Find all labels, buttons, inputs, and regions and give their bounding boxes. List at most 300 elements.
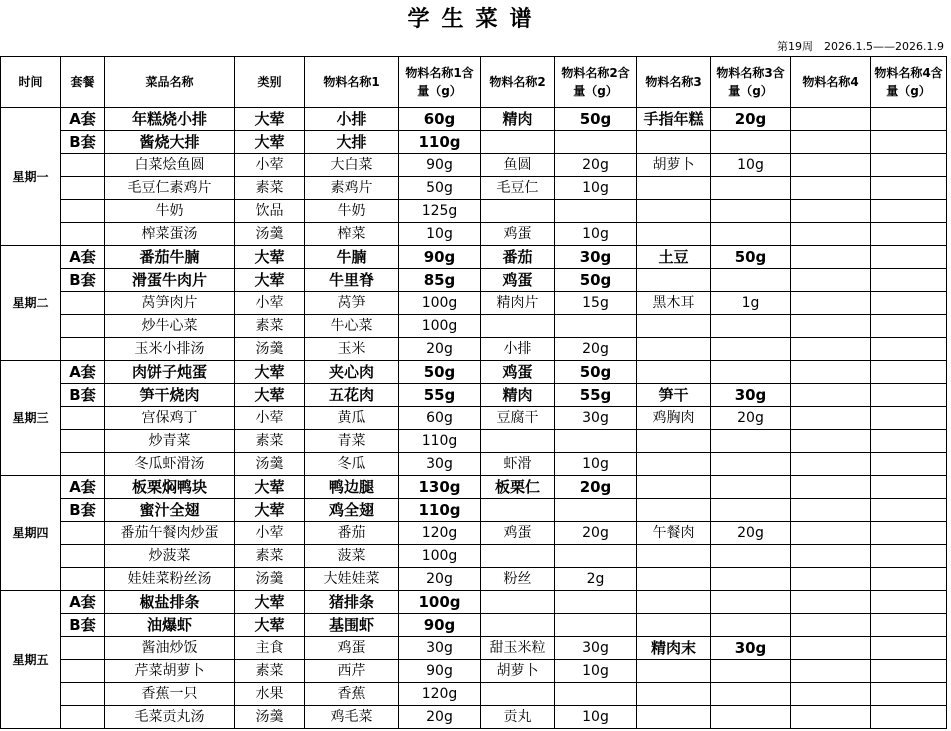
table-cell (791, 430, 871, 453)
table-cell (637, 660, 711, 683)
week-range: 第19周 2026.1.5——2026.1.9 (777, 40, 944, 53)
table-cell: 110g (399, 430, 481, 453)
table-cell (637, 131, 711, 154)
table-cell: B套 (61, 269, 105, 292)
table-cell (791, 384, 871, 407)
table-cell (791, 246, 871, 269)
table-cell (637, 177, 711, 200)
table-cell (871, 246, 947, 269)
table-cell: 20g (711, 407, 791, 430)
table-cell: 蜜汁全翅 (105, 499, 235, 522)
table-cell: 炒菠菜 (105, 545, 235, 568)
column-header: 物料名称1含量（g） (399, 57, 481, 108)
table-cell (711, 200, 791, 223)
table-cell: 黑木耳 (637, 292, 711, 315)
table-cell: 番茄 (481, 246, 555, 269)
table-cell: 大荤 (235, 361, 305, 384)
table-cell (791, 522, 871, 545)
table-cell: 2g (555, 568, 637, 591)
table-cell (637, 269, 711, 292)
table-cell: 甜玉米粒 (481, 637, 555, 660)
table-cell (791, 315, 871, 338)
table-cell: 鱼圆 (481, 154, 555, 177)
table-cell (555, 499, 637, 522)
table-cell (481, 499, 555, 522)
table-cell: 精肉 (481, 108, 555, 131)
table-cell: 30g (555, 407, 637, 430)
table-row (1, 453, 947, 476)
table-cell: 90g (399, 614, 481, 637)
table-row (1, 361, 947, 384)
table-cell (871, 591, 947, 614)
table-cell: 大荤 (235, 131, 305, 154)
table-cell: 牛腩 (305, 246, 399, 269)
table-cell (637, 315, 711, 338)
table-cell: 板栗焖鸭块 (105, 476, 235, 499)
table-row (1, 177, 947, 200)
table-cell (711, 131, 791, 154)
table-cell: 100g (399, 315, 481, 338)
table-cell (555, 545, 637, 568)
table-cell: 虾滑 (481, 453, 555, 476)
table-cell: 小排 (305, 108, 399, 131)
table-cell: 榨菜蛋汤 (105, 223, 235, 246)
table-cell: 汤羹 (235, 338, 305, 361)
table-cell: 50g (399, 361, 481, 384)
table-cell: 鸡胸肉 (637, 407, 711, 430)
table-cell: 55g (555, 384, 637, 407)
table-cell (711, 453, 791, 476)
table-cell (637, 338, 711, 361)
table-cell: 30g (399, 453, 481, 476)
table-cell: 贡丸 (481, 706, 555, 729)
table-cell (871, 407, 947, 430)
column-header: 菜品名称 (105, 57, 235, 108)
table-cell: 午餐肉 (637, 522, 711, 545)
table-row (1, 407, 947, 430)
table-cell: 小荤 (235, 522, 305, 545)
table-cell: 肉饼子炖蛋 (105, 361, 235, 384)
table-cell (637, 200, 711, 223)
table-cell: 莴笋肉片 (105, 292, 235, 315)
table-cell: 大排 (305, 131, 399, 154)
table-cell: 汤羹 (235, 223, 305, 246)
table-cell (711, 706, 791, 729)
table-row (1, 200, 947, 223)
header-row (1, 57, 947, 108)
table-cell: 30g (555, 637, 637, 660)
table-cell (481, 614, 555, 637)
table-cell: 大荤 (235, 614, 305, 637)
table-cell: 大荤 (235, 591, 305, 614)
table-row (1, 269, 947, 292)
table-cell (711, 430, 791, 453)
table-cell (871, 338, 947, 361)
table-cell (481, 200, 555, 223)
table-cell: 酱烧大排 (105, 131, 235, 154)
table-cell: 芹菜胡萝卜 (105, 660, 235, 683)
table-cell: B套 (61, 614, 105, 637)
table-cell: 10g (711, 154, 791, 177)
table-cell: 55g (399, 384, 481, 407)
table-cell (61, 223, 105, 246)
table-cell: 10g (555, 706, 637, 729)
table-cell: 莴笋 (305, 292, 399, 315)
table-cell (637, 361, 711, 384)
table-cell: 1g (711, 292, 791, 315)
table-cell (637, 499, 711, 522)
table-cell: 香蕉一只 (105, 683, 235, 706)
table-cell (711, 499, 791, 522)
table-cell (871, 660, 947, 683)
day-label: 星期五 (1, 591, 61, 729)
table-cell (61, 407, 105, 430)
table-cell (637, 591, 711, 614)
table-cell (871, 545, 947, 568)
table-cell (791, 177, 871, 200)
table-cell: 素菜 (235, 177, 305, 200)
table-cell (637, 476, 711, 499)
table-cell: 100g (399, 545, 481, 568)
table-cell: 30g (555, 246, 637, 269)
table-cell: 30g (711, 384, 791, 407)
table-cell: 小荤 (235, 154, 305, 177)
menu-table (0, 56, 947, 729)
table-cell: 50g (555, 269, 637, 292)
day-label: 星期二 (1, 246, 61, 361)
table-cell: 手指年糕 (637, 108, 711, 131)
table-cell (61, 315, 105, 338)
table-cell: 20g (399, 568, 481, 591)
table-cell: 30g (399, 637, 481, 660)
table-cell: 50g (555, 108, 637, 131)
table-cell: 板栗仁 (481, 476, 555, 499)
table-cell (555, 591, 637, 614)
table-cell (61, 568, 105, 591)
table-cell (871, 384, 947, 407)
table-cell: 西芹 (305, 660, 399, 683)
table-cell (871, 568, 947, 591)
table-cell: 胡萝卜 (637, 154, 711, 177)
table-cell: 毛豆仁 (481, 177, 555, 200)
table-cell (791, 453, 871, 476)
table-row (1, 292, 947, 315)
table-cell (871, 522, 947, 545)
table-row (1, 430, 947, 453)
table-cell (637, 706, 711, 729)
table-cell: 大白菜 (305, 154, 399, 177)
table-cell: 汤羹 (235, 453, 305, 476)
table-cell: 大荤 (235, 246, 305, 269)
table-cell: 豆腐干 (481, 407, 555, 430)
table-cell (791, 614, 871, 637)
day-label: 星期三 (1, 361, 61, 476)
table-row (1, 568, 947, 591)
table-cell (637, 683, 711, 706)
table-cell: 20g (711, 522, 791, 545)
table-cell: A套 (61, 361, 105, 384)
day-label: 星期一 (1, 108, 61, 246)
table-cell: 冬瓜虾滑汤 (105, 453, 235, 476)
table-cell: 菠菜 (305, 545, 399, 568)
table-cell: 30g (711, 637, 791, 660)
table-row (1, 499, 947, 522)
table-cell (711, 568, 791, 591)
table-cell (791, 269, 871, 292)
table-row (1, 246, 947, 269)
table-cell (791, 292, 871, 315)
table-cell (637, 545, 711, 568)
table-cell: 10g (555, 660, 637, 683)
table-row (1, 545, 947, 568)
table-cell: 酱油炒饭 (105, 637, 235, 660)
table-cell: 鸡全翅 (305, 499, 399, 522)
table-cell: 基围虾 (305, 614, 399, 637)
table-cell: A套 (61, 246, 105, 269)
table-cell (791, 545, 871, 568)
table-cell: 60g (399, 407, 481, 430)
table-cell: 10g (555, 223, 637, 246)
table-cell (791, 200, 871, 223)
table-cell (61, 545, 105, 568)
table-cell (637, 568, 711, 591)
table-cell: 50g (399, 177, 481, 200)
table-cell: 鸡蛋 (481, 223, 555, 246)
table-cell (791, 591, 871, 614)
table-cell (871, 683, 947, 706)
table-cell: 汤羹 (235, 706, 305, 729)
table-cell: 夹心肉 (305, 361, 399, 384)
table-cell: 素菜 (235, 660, 305, 683)
table-cell (555, 430, 637, 453)
table-cell (637, 223, 711, 246)
table-cell: 大荤 (235, 499, 305, 522)
table-cell: 大娃娃菜 (305, 568, 399, 591)
table-cell (791, 660, 871, 683)
table-cell (871, 706, 947, 729)
table-cell: 娃娃菜粉丝汤 (105, 568, 235, 591)
table-row (1, 522, 947, 545)
table-cell: 10g (399, 223, 481, 246)
table-cell: 牛奶 (305, 200, 399, 223)
table-row (1, 683, 947, 706)
table-cell: 鸡蛋 (481, 522, 555, 545)
table-cell: 110g (399, 131, 481, 154)
table-cell: 主食 (235, 637, 305, 660)
table-cell: 毛菜贡丸汤 (105, 706, 235, 729)
table-cell: 90g (399, 154, 481, 177)
table-cell (555, 315, 637, 338)
table-cell (791, 499, 871, 522)
table-cell (61, 660, 105, 683)
table-cell: 精肉片 (481, 292, 555, 315)
table-cell: A套 (61, 476, 105, 499)
table-cell: 120g (399, 522, 481, 545)
column-header: 类别 (235, 57, 305, 108)
table-cell: 鸡蛋 (305, 637, 399, 660)
table-cell: 50g (555, 361, 637, 384)
table-cell: 猪排条 (305, 591, 399, 614)
table-cell: 130g (399, 476, 481, 499)
table-cell (481, 545, 555, 568)
table-cell (481, 683, 555, 706)
table-cell: 60g (399, 108, 481, 131)
table-cell (791, 338, 871, 361)
table-cell: 饮品 (235, 200, 305, 223)
table-cell (481, 315, 555, 338)
table-cell (555, 614, 637, 637)
table-cell: 牛奶 (105, 200, 235, 223)
table-cell: 小排 (481, 338, 555, 361)
column-header: 物料名称2含量（g） (555, 57, 637, 108)
table-row (1, 384, 947, 407)
table-cell: 精肉末 (637, 637, 711, 660)
table-cell (61, 637, 105, 660)
table-cell: 胡萝卜 (481, 660, 555, 683)
table-cell (61, 430, 105, 453)
table-cell (871, 361, 947, 384)
table-cell: 年糕烧小排 (105, 108, 235, 131)
table-cell (871, 430, 947, 453)
table-cell: 大荤 (235, 476, 305, 499)
table-cell: 85g (399, 269, 481, 292)
table-cell: 120g (399, 683, 481, 706)
table-row (1, 476, 947, 499)
table-cell: 20g (711, 108, 791, 131)
table-cell: 炒青菜 (105, 430, 235, 453)
table-cell: A套 (61, 591, 105, 614)
table-cell (791, 637, 871, 660)
table-cell: 10g (555, 177, 637, 200)
table-cell: 毛豆仁素鸡片 (105, 177, 235, 200)
table-cell (61, 683, 105, 706)
table-cell: 20g (555, 476, 637, 499)
table-cell (871, 292, 947, 315)
table-row (1, 131, 947, 154)
table-cell (791, 223, 871, 246)
table-cell: 汤羹 (235, 568, 305, 591)
table-cell (871, 223, 947, 246)
table-cell: 番茄牛腩 (105, 246, 235, 269)
table-cell (637, 614, 711, 637)
table-cell: 滑蛋牛肉片 (105, 269, 235, 292)
table-cell: 鸭边腿 (305, 476, 399, 499)
table-cell: 素菜 (235, 545, 305, 568)
table-cell: 宫保鸡丁 (105, 407, 235, 430)
table-cell: 90g (399, 660, 481, 683)
table-cell: 大荤 (235, 269, 305, 292)
table-cell (711, 545, 791, 568)
table-row (1, 706, 947, 729)
table-cell (791, 154, 871, 177)
table-cell (871, 154, 947, 177)
table-cell: 20g (555, 522, 637, 545)
table-cell (481, 591, 555, 614)
column-header: 物料名称2 (481, 57, 555, 108)
table-cell (871, 131, 947, 154)
table-row (1, 315, 947, 338)
table-cell (555, 683, 637, 706)
table-cell: 10g (555, 453, 637, 476)
table-cell (61, 154, 105, 177)
table-cell (711, 591, 791, 614)
table-row (1, 660, 947, 683)
table-cell (871, 177, 947, 200)
column-header: 套餐 (61, 57, 105, 108)
table-cell (481, 430, 555, 453)
table-cell: 油爆虾 (105, 614, 235, 637)
table-cell (481, 131, 555, 154)
table-cell: 炒牛心菜 (105, 315, 235, 338)
table-cell: 素鸡片 (305, 177, 399, 200)
table-cell: 鸡毛菜 (305, 706, 399, 729)
table-cell: 笋干烧肉 (105, 384, 235, 407)
column-header: 物料名称4 (791, 57, 871, 108)
table-cell (711, 683, 791, 706)
table-cell: 100g (399, 591, 481, 614)
table-cell (791, 568, 871, 591)
table-cell (791, 476, 871, 499)
table-row (1, 108, 947, 131)
table-cell: 笋干 (637, 384, 711, 407)
column-header: 物料名称3 (637, 57, 711, 108)
table-cell: B套 (61, 384, 105, 407)
table-cell: 20g (399, 338, 481, 361)
table-cell: 玉米小排汤 (105, 338, 235, 361)
table-row (1, 637, 947, 660)
column-header: 物料名称4含量（g） (871, 57, 947, 108)
table-cell: 白菜烩鱼圆 (105, 154, 235, 177)
table-cell: 15g (555, 292, 637, 315)
table-row (1, 223, 947, 246)
table-cell: 青菜 (305, 430, 399, 453)
table-cell: 黄瓜 (305, 407, 399, 430)
table-cell: 大荤 (235, 108, 305, 131)
table-cell (871, 476, 947, 499)
column-header: 物料名称3含量（g） (711, 57, 791, 108)
table-cell (791, 407, 871, 430)
table-cell (555, 131, 637, 154)
table-cell (711, 614, 791, 637)
table-cell: 100g (399, 292, 481, 315)
table-row (1, 338, 947, 361)
table-cell: 素菜 (235, 315, 305, 338)
table-cell (637, 430, 711, 453)
day-label: 星期四 (1, 476, 61, 591)
table-cell: B套 (61, 499, 105, 522)
table-cell: 水果 (235, 683, 305, 706)
table-cell (871, 614, 947, 637)
table-cell: 榨菜 (305, 223, 399, 246)
column-header: 时间 (1, 57, 61, 108)
table-cell: 椒盐排条 (105, 591, 235, 614)
table-cell (61, 522, 105, 545)
page-title: 学生菜谱 (407, 7, 544, 32)
table-cell (871, 453, 947, 476)
table-cell (61, 338, 105, 361)
table-cell (711, 315, 791, 338)
table-cell: A套 (61, 108, 105, 131)
table-cell: 土豆 (637, 246, 711, 269)
table-cell: 110g (399, 499, 481, 522)
table-cell: 粉丝 (481, 568, 555, 591)
table-cell (711, 223, 791, 246)
table-cell (711, 361, 791, 384)
table-row (1, 154, 947, 177)
table-cell: 牛里脊 (305, 269, 399, 292)
table-row (1, 591, 947, 614)
table-cell (555, 200, 637, 223)
